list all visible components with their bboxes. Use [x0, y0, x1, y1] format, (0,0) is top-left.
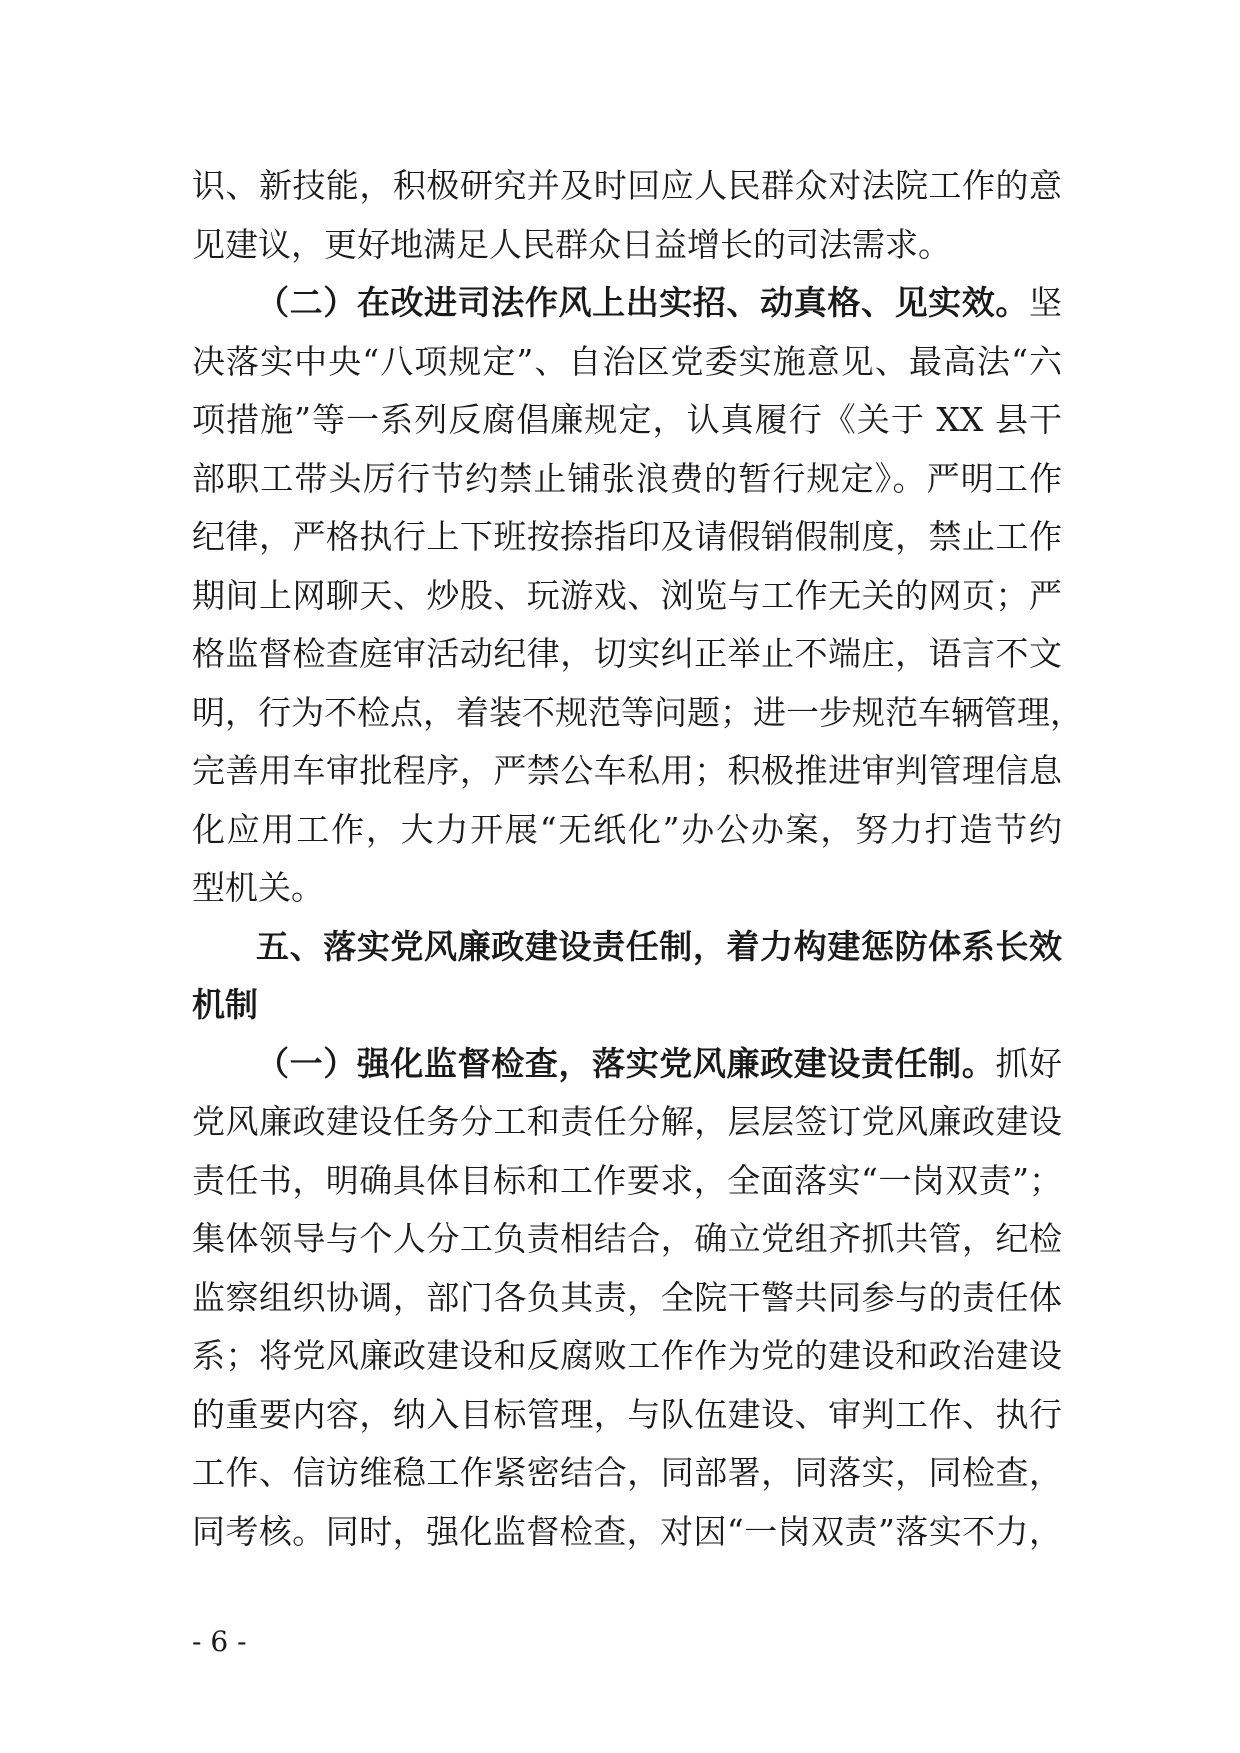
body-text: 集体领导与个人分工负责相结合，确立党组齐抓共管，纪检 — [192, 1219, 1062, 1258]
body-text: 工作、信访维稳工作紧密结合，同部署，同落实，同检查， — [192, 1453, 1062, 1492]
text-line — [192, 1035, 1062, 1094]
bold-text: 五、落实党风廉政建设责任制，着力构建惩防体系长效 — [256, 926, 1062, 966]
text-line — [192, 450, 1062, 509]
body-text: 的重要内容，纳入目标管理，与队伍建设、审判工作、执行 — [192, 1394, 1062, 1434]
document-body — [192, 157, 1083, 1561]
text-line — [192, 508, 1062, 567]
body-text: 纪律，严格执行上下班按捺指印及请假销假制度，禁止工作 — [192, 517, 1062, 556]
text-line — [192, 1269, 1062, 1328]
text-line — [192, 801, 1062, 860]
text-line — [192, 274, 1062, 333]
text-line — [192, 1386, 1062, 1445]
body-text: 见建议，更好地满足人民群众日益增长的司法需求。 — [192, 224, 951, 264]
body-text: 化应用工作，大力开展“无纸化”办公办案，努力打造节约 — [192, 809, 1062, 849]
body-text: 党风廉政建设任务分工和责任分解，层层签订党风廉政建设 — [192, 1102, 1062, 1141]
body-text: 格监督检查庭审活动纪律，切实纠正举止不端庄，语言不文 — [192, 634, 1062, 673]
text-line — [192, 1152, 1062, 1211]
text-line — [192, 742, 1062, 801]
text-line — [192, 157, 1062, 216]
bold-text: 机制 — [192, 985, 258, 1024]
body-text: 明，行为不检点，着装不规范等问题；进一步规范车辆管理， — [192, 692, 1083, 732]
body-text: 项措施”等一系列反腐倡廉规定，认真履行《关于 XX 县干 — [192, 400, 1062, 439]
body-text: 识、新技能，积极研究并及时回应人民群众对法院工作的意 — [192, 166, 1062, 205]
text-line — [192, 391, 1062, 450]
body-text: 同考核。同时，强化监督检查，对因“一岗双责”落实不力， — [192, 1511, 1062, 1551]
text-line — [192, 1210, 1062, 1269]
bold-text: （二）在改进司法作风上出实招、动真格、见实效。 — [256, 283, 1029, 322]
text-line — [192, 216, 1062, 275]
text-line — [192, 859, 1062, 918]
body-text: 坚 — [1029, 283, 1062, 322]
body-text: 系；将党风廉政建设和反腐败工作作为党的建设和政治建设 — [192, 1336, 1062, 1375]
page-number: - 6 - — [192, 1625, 247, 1658]
body-text: 抓好 — [995, 1043, 1063, 1083]
text-line — [192, 1444, 1062, 1503]
text-line — [192, 1327, 1062, 1386]
body-text: 监察组织协调，部门各负其责，全院干警共同参与的责任体 — [192, 1277, 1062, 1317]
text-line — [192, 976, 1062, 1035]
body-text: 完善用车审批程序，严禁公车私用；积极推进审判管理信息 — [192, 751, 1062, 790]
body-text: 期间上网聊天、炒股、玩游戏、浏览与工作无关的网页；严 — [192, 575, 1062, 615]
text-line — [192, 1093, 1062, 1152]
text-line — [192, 625, 1062, 684]
body-text: 责任书，明确具体目标和工作要求，全面落实“一岗双责”； — [192, 1160, 1062, 1200]
text-line — [192, 1503, 1062, 1562]
text-line — [192, 918, 1062, 977]
text-line — [192, 567, 1062, 626]
body-text: 型机关。 — [192, 868, 324, 907]
body-text: 决落实中央“八项规定”、自治区党委实施意见、最高法“六 — [192, 341, 1062, 381]
body-text: 部职工带头厉行节约禁止铺张浪费的暂行规定》。严明工作 — [192, 458, 1062, 498]
text-line — [192, 333, 1062, 392]
bold-text: （一）强化监督检查，落实党风廉政建设责任制。 — [256, 1043, 996, 1083]
text-line — [192, 684, 1083, 743]
